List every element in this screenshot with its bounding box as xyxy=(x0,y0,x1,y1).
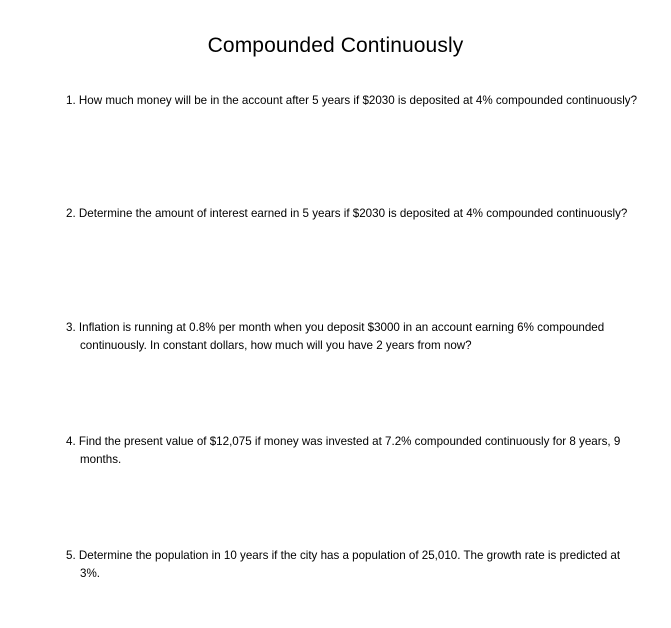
question-text: Inflation is running at 0.8% per month when you deposit $3000 in an account earning 6% compounded continuously. In constant dollars, how much will you have 2 years from now? xyxy=(78,321,605,352)
question-number: 2. xyxy=(66,207,76,220)
question-text: Find the present value of $12,075 if money was invested at 7.2% compounded continuously for 8 years, 9 months. xyxy=(78,435,621,466)
question-text: Determine the amount of interest earned in 5 years if $2030 is deposited at 4% compounded continuously? xyxy=(78,207,628,220)
question-number: 4. xyxy=(66,435,76,448)
question-item xyxy=(66,319,640,355)
question-number: 5. xyxy=(66,549,76,562)
page-title: Compounded Continuously xyxy=(207,34,464,57)
question-text: How much money will be in the account after 5 years if $2030 is deposited at 4% compounded continuously? xyxy=(78,94,638,107)
question-number: 3. xyxy=(66,321,76,334)
question-text: Determine the population in 10 years if the city has a population of 25,010. The growth rate is predicted at 3%. xyxy=(78,549,621,580)
question-item xyxy=(66,433,640,469)
question-item xyxy=(66,547,640,583)
question-item xyxy=(66,205,640,223)
question-item xyxy=(66,92,640,110)
question-number: 1. xyxy=(66,94,76,107)
